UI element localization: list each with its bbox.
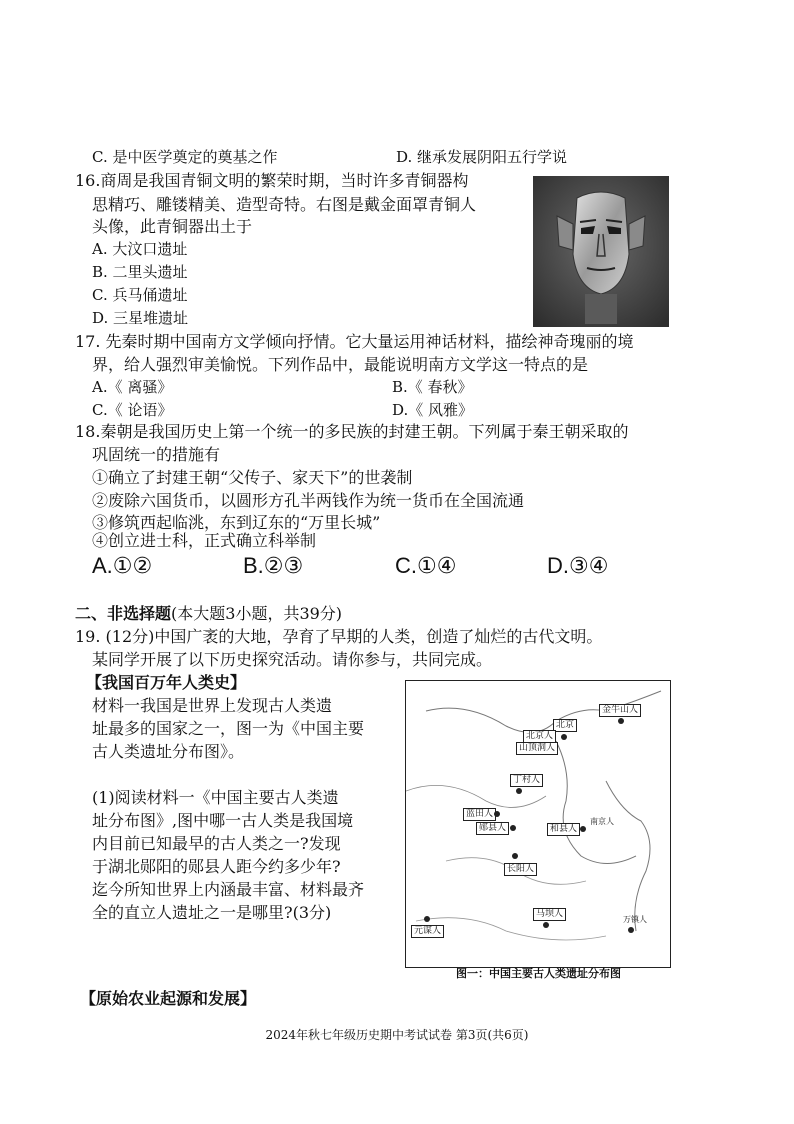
q19-sub1-line6: 全的直立人遗址之一是哪里?(3分) [92, 903, 332, 922]
site-label-dingcun: 丁村人 [510, 774, 543, 787]
site-label-beijing: 北京 [553, 719, 577, 732]
site-dot-dingcun [516, 788, 522, 794]
q18-stem-line2: 巩固统一的措施有 [92, 445, 221, 464]
page-footer: 2024年秋七年级历史期中考试试卷 第3页(共6页) [265, 1028, 529, 1042]
site-dot-lantian [494, 811, 500, 817]
q18-stem-line1: 18.秦朝是我国历史上第一个统一的多民族的封建王朝。下列属于秦王朝采取的 [75, 422, 629, 441]
site-label-yuanmou: 元谋人 [411, 925, 444, 938]
q17-option-a: A.《 离骚》 [92, 378, 173, 396]
q19-heading-2: 【原始农业起源和发展】 [80, 989, 257, 1008]
site-dot-jinniushan [618, 718, 624, 724]
site-dot-changyang [512, 853, 518, 859]
q16-option-c: C. 兵马俑遗址 [92, 286, 188, 304]
q18-item-1: ①确立了封建王朝“父传子、家天下”的世袭制 [92, 468, 413, 487]
section-2-note: (本大题3小题，共39分) [171, 604, 343, 623]
q17-option-b: B.《 春秋》 [392, 378, 473, 396]
q16-stem-line1: 16.商周是我国青铜文明的繁荣时期，当时许多青铜器构 [75, 171, 469, 190]
site-label-yunxian: 郧县人 [476, 822, 509, 835]
bronze-mask-photo [533, 176, 669, 327]
site-label-nanjing: 南京人 [590, 817, 614, 826]
q19-stem-line1: 19. (12分)中国广袤的大地，孕育了早期的人类，创造了灿烂的古代文明。 [75, 627, 603, 646]
q18-option-d: D.③④ [547, 553, 609, 578]
q19-sub1-line4: 于湖北郧阳的郧县人距今约多少年? [92, 857, 341, 876]
q19-material-line1: 材料一我国是世界上发现古人类遗 [92, 696, 333, 715]
site-dot-beijing [561, 734, 567, 740]
q18-option-c: C.①④ [395, 553, 457, 578]
site-label-beijingren: 北京人 [523, 730, 556, 743]
q16-stem-line3: 头像，此青铜器出土于 [92, 217, 253, 236]
q16-option-b: B. 二里头遗址 [92, 263, 188, 281]
site-dot-wanzhen [628, 927, 634, 933]
q17-option-d: D.《 风雅》 [392, 401, 474, 419]
site-dot-hexian [580, 826, 586, 832]
q18-item-2: ②废除六国货币，以圆形方孔半两钱作为统一货币在全国流通 [92, 491, 525, 510]
q19-heading-1: 【我国百万年人类史】 [86, 673, 247, 692]
q15-option-d: D. 继承发展阴阳五行学说 [396, 148, 568, 166]
q16-stem-line2: 思精巧、雕镂精美、造型奇特。右图是戴金面罩青铜人 [92, 195, 477, 214]
site-label-shandingdong: 山顶洞人 [516, 742, 558, 755]
section-2-header [75, 603, 342, 625]
q19-sub1-line1: (1)阅读材料一《中国主要古人类遗 [92, 788, 339, 807]
site-label-wanzhen: 万镇人 [623, 915, 647, 924]
q19-sub1-line2: 址分布图》,图中哪一古人类是我国境 [92, 811, 354, 830]
q16-option-d: D. 三星堆遗址 [92, 309, 189, 327]
site-label-lantian: 蓝田人 [463, 808, 496, 821]
bronze-mask-image [533, 176, 669, 327]
q19-sub1-line3: 内目前已知最早的古人类之一?发现 [92, 834, 341, 853]
section-2-title: 二、非选择题 [75, 604, 172, 623]
ancient-human-sites-map [405, 680, 671, 968]
site-dot-yunxian [510, 825, 516, 831]
q18-option-b: B.②③ [243, 553, 304, 578]
q19-material-line2: 址最多的国家之一，图一为《中国主要 [92, 719, 365, 738]
q19-material-line3: 古人类遗址分布图》。 [92, 742, 245, 761]
q18-option-a: A.①② [92, 553, 153, 578]
q18-item-3: ③修筑西起临洮，东到辽东的“万里长城” [92, 513, 381, 532]
q16-option-a: A. 大汶口遗址 [92, 240, 188, 258]
q17-stem-line2: 界，给人强烈审美愉悦。下列作品中，最能说明南方文学这一特点的是 [92, 355, 589, 374]
site-dot-yuanmou [424, 916, 430, 922]
site-dot-maba [543, 922, 549, 928]
site-label-jinniushan: 金牛山人 [599, 704, 641, 717]
map-caption: 图一：中国主要古人类遗址分布图 [456, 968, 621, 980]
site-label-changyang: 长阳人 [504, 863, 537, 876]
site-label-maba: 马坝人 [533, 908, 566, 921]
q17-option-c: C.《 论语》 [92, 401, 173, 419]
q15-option-c: C. 是中医学奠定的奠基之作 [92, 148, 278, 166]
q19-stem-line2: 某同学开展了以下历史探究活动。请你参与，共同完成。 [92, 650, 493, 669]
q19-sub1-line5: 迄今所知世界上内涵最丰富、材料最齐 [92, 880, 365, 899]
site-label-hexian: 和县人 [547, 823, 580, 836]
q18-item-4: ④创立进士科，正式确立科举制 [92, 531, 317, 550]
q17-stem-line1: 17. 先秦时期中国南方文学倾向抒情。它大量运用神话材料，描绘神奇瑰丽的境 [75, 332, 634, 351]
